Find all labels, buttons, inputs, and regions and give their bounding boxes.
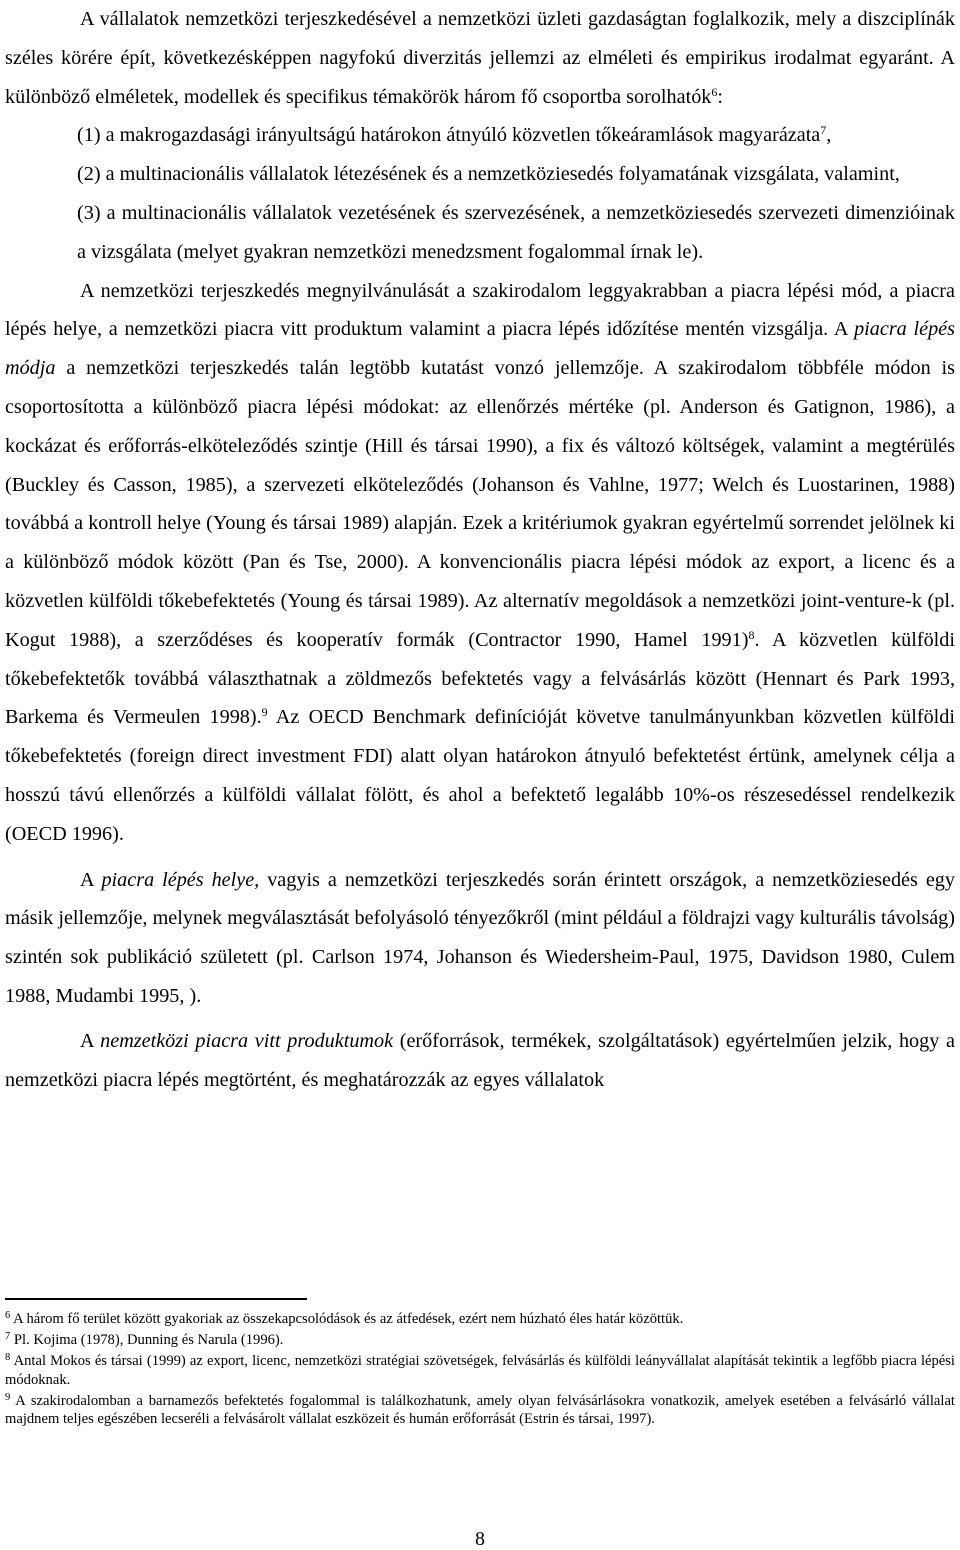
footnote-text: A három fő terület között gyakoriak az összekapcsolódások és az átfedések, ezért nem húzható éles határ közöttük. [10,1311,684,1327]
document-page [5,0,955,1549]
paragraph-intro [5,0,955,116]
footnote-ref-6[interactable]: 6 [711,84,718,99]
paragraph-products [5,1022,955,1100]
paragraph-intro-text: A vállalatok nemzetközi terjeszkedésével a nemzetközi üzleti gazdaságtan foglalkozik, mely a diszciplínák széles körére épít, következésképpen nagyfokú diverzitás jellemzi az elméleti és empirikus irodalmat egyaránt. A különböző elméletek, modellek és specifikus témakörök három fő csoportba sorolhatók [5,8,955,108]
footnote-text: Pl. Kojima (1978), Dunning és Narula (1996). [10,1332,284,1349]
paragraph-entry-mode-text-b: a nemzetközi terjeszkedés talán legtöbb kutatást vonzó jellemzője. A szakirodalom többféle módon is csoportosította a különböző piacra lépési módokat: az ellenőrzés mértéke (pl. Anderson és Gatignon, 1986), a kockázat és erőforrás-elköteleződés szintje (Hill és társai 1990), a fix és változó költségek, valamint a megtérülés (Buckley és Casson, 1985), a szervezeti elköteleződés (Johanson és Vahlne, 1977; Welch és Luostarinen, 1988) továbbá a kontroll helye (Young és társai 1989) alapján. Ezek a kritériumok gyakran egyértelmű sorrendet jelölnek ki a különböző módok között (Pan és Tse, 2000). A konvencionális piacra lépési módok az export, a licenc és a közvetlen külföldi tőkebefektetés (Young és társai 1989). Az alternatív megoldások a nemzetközi joint-venture-k (pl. Kogut 1988), a szerződéses és kooperatív formák (Contractor 1990, Hamel 1991) [5,357,955,651]
page-number: 8 [475,1528,485,1550]
paragraph-entry-mode-text-d: Az OECD Benchmark definícióját követve tanulmányunkban közvetlen külföldi tőkebefektetés (foreign direct investment FDI) alatt olyan határokon átnyuló befektetést értünk, amelynek célja a hosszú távú ellenőrzés a külföldi vállalat fölött, és ahol a befektető legalább 10%-os részesedéssel rendelkezik (OECD 1996). [5,706,955,845]
footnote-ref-8[interactable]: 8 [748,627,755,642]
footnote-text: Antal Mokos és társai (1999) az export, licenc, nemzetközi stratégiai szövetségek, felvásárlás és külföldi leányvállalat alapítását tekintik a legfőbb piacra lépési módoknak. [5,1353,955,1388]
list-item-1-text: (1) a makrogazdasági irányultságú határokon átnyúló közvetlen tőkeáramlások magyarázata [77,124,821,147]
footnote-divider [5,1298,307,1300]
footnote-8 [5,1352,955,1388]
paragraph-intro-end: : [717,85,723,108]
footnote-text: A szakirodalomban a barnamezős befektetés fogalommal is találkozhatunk, amely olyan felvásárlásokra vonatkozik, amelyek esetében a felvásárló vállalat majdnem teljes egészében lecseréli a felvásárolt vállalat eszközeit és humán erőforrását (Estrin és társai, 1997). [5,1392,955,1428]
footnote-ref-9[interactable]: 9 [261,705,268,720]
footnote-6 [5,1310,955,1328]
footnote-number: 8 [5,1352,11,1364]
footnote-number: 7 [5,1331,11,1343]
footnote-9 [5,1392,955,1428]
paragraph-entry-location [5,861,955,1016]
footnote-number: 6 [5,1310,11,1321]
list-item-2-text: (2) a multinacionális vállalatok létezésének és a nemzetköziesedés folyamatának vizsgálata, valamint, [77,163,900,186]
paragraph-products-text-b: (erőforrások, termékek, szolgáltatások) egyértelműen jelzik, hogy a nemzetközi piacra lépés megtörtént, és meghatározzák az egyes vállalatok [5,1029,955,1091]
category-list [5,116,955,271]
paragraph-entry-mode-text-a: A nemzetközi terjeszkedés megnyilvánulását a szakirodalom leggyakrabban a piacra lépési mód, a piacra lépés helye, a nemzetközi piacra vitt produktum valamint a piacra lépés időzítése mentén vizsgálja. A [5,279,955,341]
paragraph-entry-location-text-a: A [80,868,102,891]
paragraph-entry-mode-text-c: . A közvetlen külföldi tőkebefektetők továbbá választhatnak a zöldmezős befektetés vagy a felvásárlás között (Hennart és Park 1993, Barkema és Vermeulen 1998). [5,628,955,729]
emphasis-entry-location: piacra lépés helye, [101,868,260,891]
list-item-1-end: , [826,124,832,147]
list-item-2 [5,155,955,194]
footnote-ref-7[interactable]: 7 [820,123,827,138]
footnotes [5,1310,955,1431]
list-item-3 [5,194,955,272]
paragraph-products-text-a: A [80,1029,101,1052]
footnote-7 [5,1331,955,1349]
emphasis-products: nemzetközi piacra vitt produktumok [100,1029,394,1052]
list-item-1 [77,116,955,155]
emphasis-entry-mode: piacra lépés módja [5,318,956,380]
body-text [5,0,955,1099]
footnote-number: 9 [5,1391,11,1403]
paragraph-entry-location-text-b: vagyis a nemzetközi terjeszkedés során érintett országok, a nemzetköziesedés egy másik jellemzője, melynek megválasztását befolyásoló tényezőkről (mint például a földrajzi vagy kulturális távolság) szintén sok publikáció született (pl. Carlson 1974, Johanson és Wiedersheim-Paul, 1975, Davidson 1980, Culem 1988, Mudambi 1995, ). [5,868,955,1007]
paragraph-entry-mode [5,272,955,854]
list-item-3-text: (3) a multinacionális vállalatok vezetésének és szervezésének, a nemzetköziesedés szervezeti dimenzióinak a vizsgálata (melyet gyakran nemzetközi menedzsment fogalommal írnak le). [77,201,955,263]
